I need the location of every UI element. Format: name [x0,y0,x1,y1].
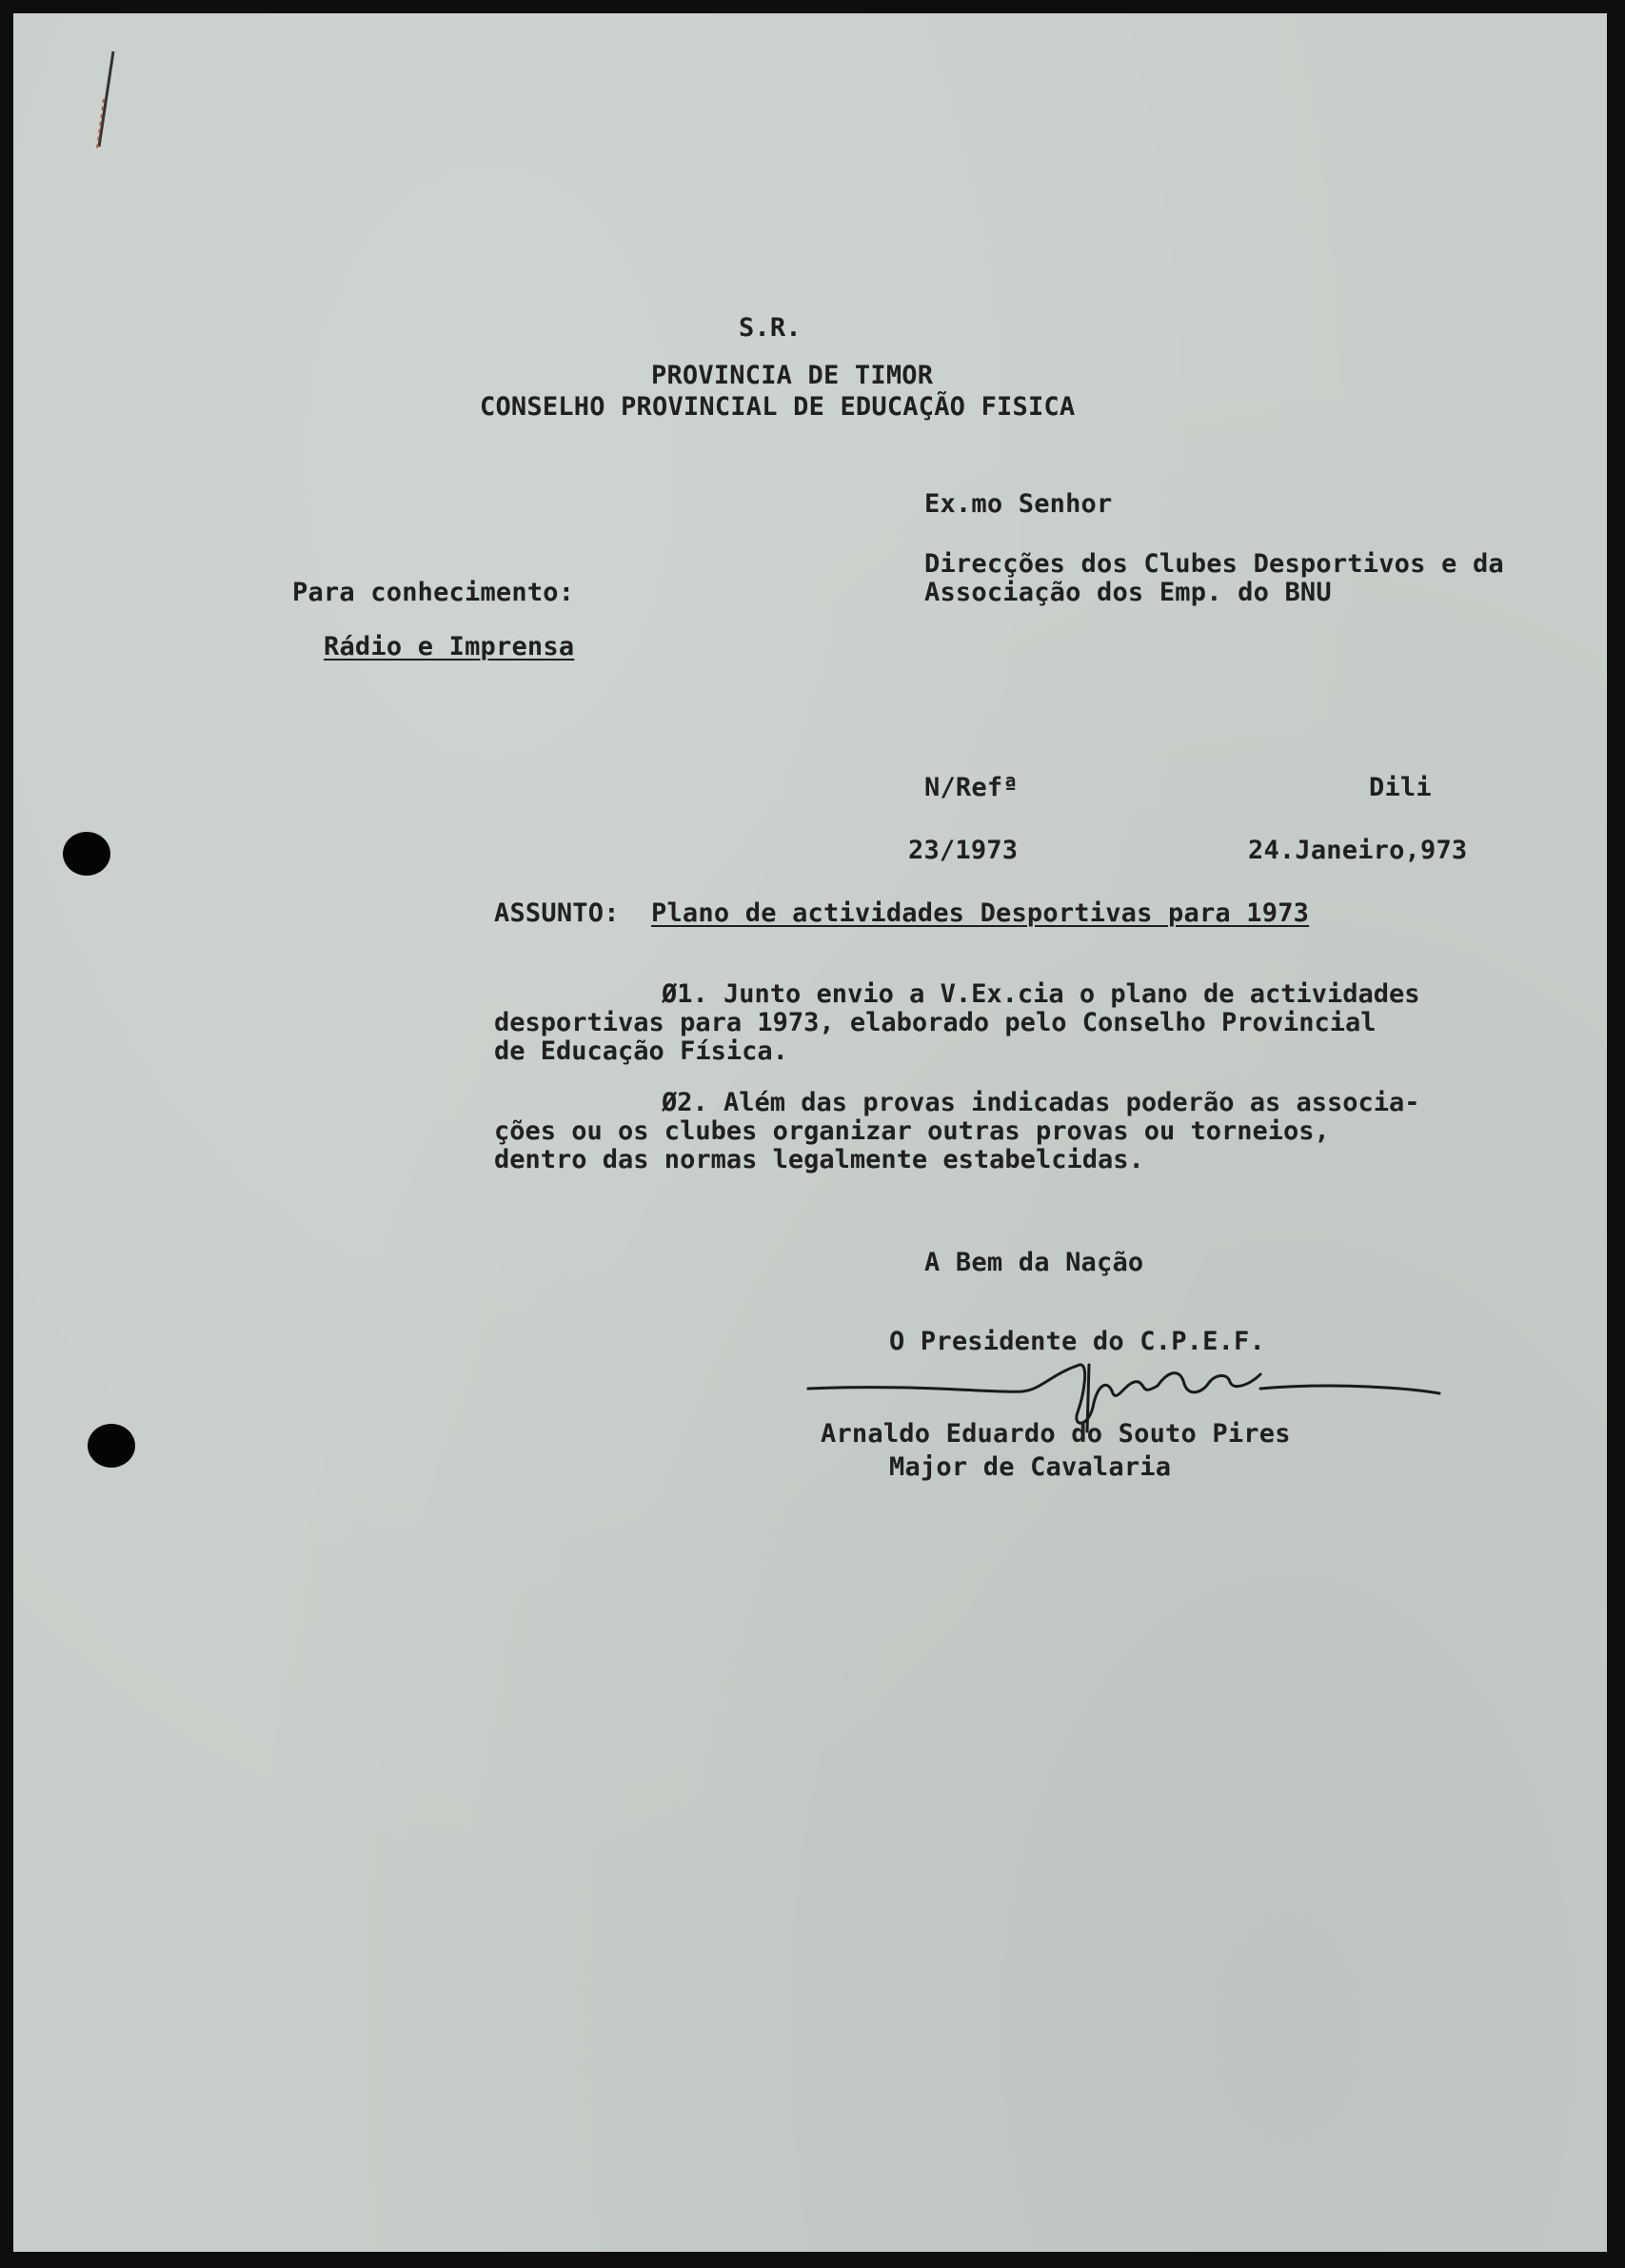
signatory-title: O Presidente do C.P.E.F. [889,1327,1265,1356]
paragraph-2 [494,1089,1420,1174]
paragraph-2-line-2: ções ou os clubes organizar outras provas ou torneios, [494,1116,1330,1146]
paragraph-1-line-1: Ø1. Junto envio a V.Ex.cia o plano de actividades [662,979,1420,1009]
stamp-sr: S.R. [739,313,802,343]
closing: A Bem da Nação [924,1248,1144,1277]
recipient-line-1: Direcções dos Clubes Desportivos e da [924,549,1504,579]
for-knowledge-value: Rádio e Imprensa [324,632,575,661]
paragraph-1-line-3: de Educação Física. [494,1036,788,1066]
punch-hole-bottom [88,1424,135,1468]
date: 24.Janeiro,973 [1248,836,1468,865]
paragraph-2-line-1: Ø2. Além das provas indicadas poderão as associa- [662,1088,1420,1117]
salutation: Ex.mo Senhor [924,489,1113,519]
paragraph-2-line-3: dentro das normas legalmente estabelcidas. [494,1145,1144,1174]
reference-number: 23/1973 [908,836,1019,865]
reference-label: N/Refª [924,773,1019,802]
signatory-name: Arnaldo Eduardo do Souto Pires [821,1419,1291,1449]
signatory-rank: Major de Cavalaria [889,1452,1172,1482]
document-page [13,13,1607,2252]
punch-hole-top [63,832,110,876]
recipient-line-2: Associação dos Emp. do BNU [924,578,1332,607]
for-knowledge-label: Para conhecimento: [292,578,575,607]
header-province: PROVINCIA DE TIMOR [651,361,934,390]
paragraph-1-line-2: desportivas para 1973, elaborado pelo Conselho Provincial [494,1008,1377,1037]
subject-label: ASSUNTO: [494,898,620,928]
place: Dili [1369,773,1432,802]
header-council: CONSELHO PROVINCIAL DE EDUCAÇÃO FISICA [480,392,1076,422]
subject-text: Plano de actividades Desportivas para 1973 [651,898,1310,928]
corner-pen-mark [61,42,128,156]
paragraph-1 [494,980,1420,1066]
